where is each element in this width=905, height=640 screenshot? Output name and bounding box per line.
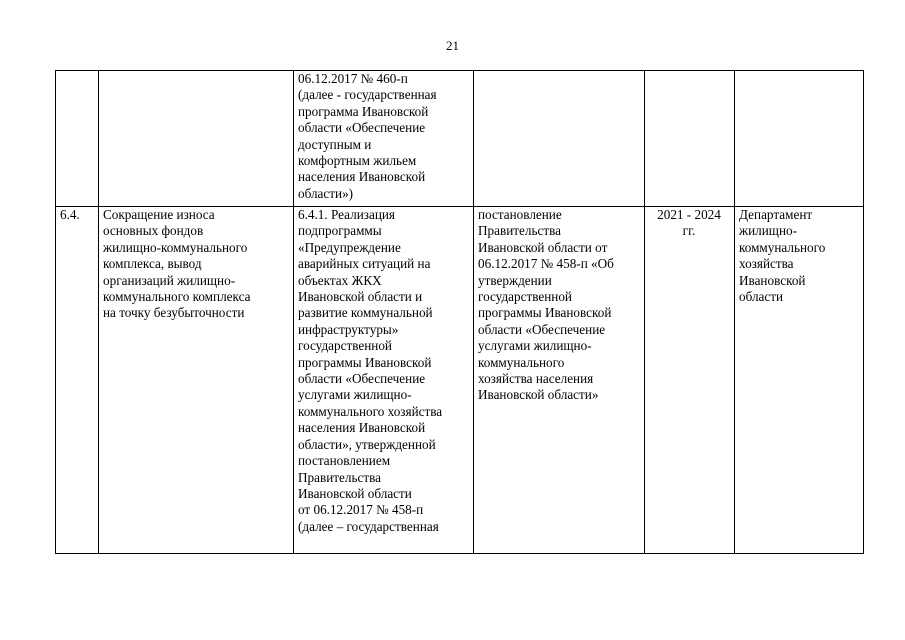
- cell-task: [99, 207, 294, 554]
- cell-number: [56, 71, 99, 207]
- cell-line: Ивановской области и: [298, 289, 423, 305]
- cell-line: (далее – государственная: [298, 518, 439, 534]
- cell-line: постановлением: [298, 453, 391, 469]
- cell-line: аварийных ситуаций на: [298, 256, 431, 272]
- cell-line: жилищно-: [739, 223, 798, 239]
- cell-line: программы Ивановской: [478, 305, 612, 321]
- cell-line: области», утвержденной: [298, 436, 436, 452]
- table-row: [56, 207, 864, 554]
- cell-line: основных фондов: [103, 223, 204, 239]
- cell-line: области»): [298, 185, 354, 201]
- plan-table: [55, 70, 864, 554]
- cell-line: утверждении: [478, 272, 552, 288]
- cell-line: (далее - государственная: [298, 87, 437, 103]
- cell-task: [99, 71, 294, 207]
- cell-line: развитие коммунальной: [298, 305, 433, 321]
- cell-period: [645, 207, 735, 554]
- cell-line: от 06.12.2017 № 458-п: [298, 502, 424, 518]
- cell-line: коммунального: [478, 354, 565, 370]
- cell-line: Ивановской области: [298, 485, 412, 501]
- cell-line: коммунального хозяйства: [298, 403, 443, 419]
- cell-document: [474, 71, 645, 207]
- page-number: 21: [446, 38, 459, 53]
- cell-line: населения Ивановской: [298, 420, 426, 436]
- cell-line: 06.12.2017 № 460-п: [298, 71, 408, 86]
- cell-line: Ивановской: [739, 272, 806, 288]
- cell-line: коммунального комплекса: [103, 289, 251, 305]
- cell-line: 6.4.1. Реализация: [298, 207, 395, 222]
- cell-line: постановление: [478, 207, 562, 222]
- cell-line: инфраструктуры»: [298, 321, 399, 337]
- cell-line: услугами жилищно-: [298, 387, 412, 403]
- cell-line: подпрограммы: [298, 223, 382, 239]
- cell-line: коммунального: [739, 239, 826, 255]
- cell-executor: [735, 71, 864, 207]
- cell-line: области «Обеспечение: [298, 120, 426, 136]
- cell-line: государственной: [478, 289, 572, 305]
- cell-line: жилищно-коммунального: [103, 239, 248, 255]
- cell-line: объектах ЖКХ: [298, 272, 382, 288]
- cell-line: программы Ивановской: [298, 354, 432, 370]
- cell-line: гг.: [682, 223, 696, 239]
- cell-line: 06.12.2017 № 458-п «Об: [478, 256, 614, 272]
- cell-line: Департамент: [739, 207, 813, 222]
- cell-line: комфортным жильем: [298, 153, 417, 169]
- cell-line: Сокращение износа: [103, 207, 215, 222]
- cell-line: доступным и: [298, 136, 372, 152]
- cell-line: «Предупреждение: [298, 239, 401, 255]
- cell-line: Правительства: [298, 469, 381, 485]
- cell-line: Ивановской области»: [478, 387, 599, 403]
- cell-line: хозяйства: [739, 256, 794, 272]
- cell-measure: [294, 207, 474, 554]
- cell-executor: [735, 207, 864, 554]
- cell-line: на точку безубыточности: [103, 305, 245, 321]
- cell-line: области «Обеспечение: [298, 371, 426, 387]
- cell-line: государственной: [298, 338, 392, 354]
- cell-line: Ивановской области от: [478, 239, 608, 255]
- cell-line: комплекса, вывод: [103, 256, 202, 272]
- cell-line: Правительства: [478, 223, 561, 239]
- table-row: [56, 71, 864, 207]
- cell-line: населения Ивановской: [298, 169, 426, 185]
- cell-line: организаций жилищно-: [103, 272, 236, 288]
- cell-line: 6.4.: [60, 207, 80, 222]
- cell-line: области «Обеспечение: [478, 321, 606, 337]
- cell-line: хозяйства населения: [478, 371, 594, 387]
- cell-line: области: [739, 289, 784, 305]
- cell-document: [474, 207, 645, 554]
- cell-measure: [294, 71, 474, 207]
- cell-number: [56, 207, 99, 554]
- cell-line: услугами жилищно-: [478, 338, 592, 354]
- cell-line: 2021 - 2024: [657, 207, 721, 222]
- cell-period: [645, 71, 735, 207]
- cell-line: программа Ивановской: [298, 103, 429, 119]
